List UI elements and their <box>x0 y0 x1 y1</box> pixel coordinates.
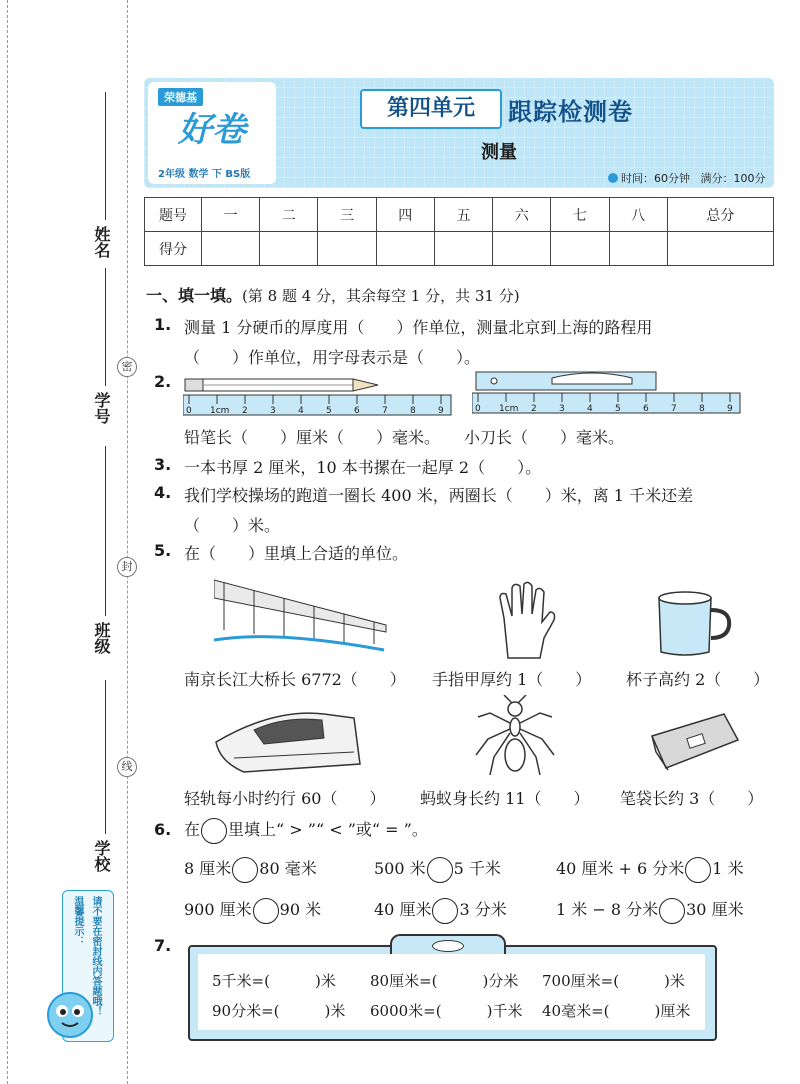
knife-and-ruler-icon <box>472 370 742 416</box>
ruler-label: 1cm <box>210 406 230 416</box>
unit-badge: 第四单元 <box>360 89 502 129</box>
q7-cell[interactable]: 5千米=( )米 <box>212 972 336 990</box>
table-cell: 题号 <box>145 198 202 232</box>
q6-prompt <box>184 817 428 844</box>
student-id-line[interactable] <box>105 268 106 386</box>
ruler-label: 6 <box>643 404 649 414</box>
time-label: 时间：60分钟 <box>621 172 690 185</box>
score-input-cell[interactable] <box>434 232 492 266</box>
mascot-icon <box>40 985 100 1045</box>
table-cell: 一 <box>202 198 260 232</box>
pencil-icon <box>183 375 383 395</box>
student-id-label: 学号 <box>92 392 111 424</box>
q5-text: 在（ ）里填上合适的单位。 <box>184 544 409 563</box>
name-label: 姓名 <box>92 226 111 258</box>
q7-cell[interactable]: 80厘米=( )分米 <box>370 972 519 990</box>
ruler-label: 2 <box>531 404 537 414</box>
q6-item <box>374 897 507 924</box>
reminder-text: 请不要在密封线内答题哦！ <box>90 896 101 1016</box>
ruler-label: 9 <box>727 404 733 414</box>
q7-cell[interactable]: 40毫米=( )厘米 <box>542 1002 691 1020</box>
reminder-title: 温馨提示： <box>72 896 83 946</box>
clock-icon <box>608 173 618 183</box>
table-cell: 三 <box>318 198 376 232</box>
ruler-label: 5 <box>326 406 332 416</box>
school-line[interactable] <box>105 680 106 834</box>
compare-circle-example <box>201 818 227 844</box>
q7-number: 7. <box>154 936 172 955</box>
q6-right: 1 米 <box>712 859 744 878</box>
score-input-cell[interactable] <box>376 232 434 266</box>
q6-right: 3 分米 <box>459 900 507 919</box>
ruler-label: 3 <box>559 404 565 414</box>
ruler-label: 3 <box>270 406 276 416</box>
school-label: 学校 <box>92 840 111 872</box>
q6-item <box>556 897 744 924</box>
ruler-label: 7 <box>382 406 388 416</box>
ant-icon <box>470 695 560 780</box>
outer-dashed-line <box>7 0 8 1084</box>
q6-prompt-post: 里填上“ > ”“ < ”或“ = ”。 <box>228 820 428 839</box>
q6-left: 900 厘米 <box>184 900 252 919</box>
score-input-cell[interactable] <box>609 232 667 266</box>
hand-icon <box>490 578 562 660</box>
q5-item-ant: 蚂蚁身长约 11（ ） <box>420 789 590 808</box>
score-input-cell[interactable] <box>667 232 773 266</box>
score-input-cell[interactable] <box>493 232 551 266</box>
class-label: 班级 <box>92 622 111 654</box>
score-input-cell[interactable] <box>551 232 609 266</box>
q6-right: 80 毫米 <box>259 859 317 878</box>
seal-char-xian: 线 <box>117 757 137 777</box>
ruler-label: 8 <box>410 406 416 416</box>
q5-item-cup: 杯子高约 2（ ） <box>626 670 770 689</box>
topic-title: 测量 <box>481 142 517 163</box>
q6-left: 40 厘米 <box>374 900 432 919</box>
ruler-label: 1cm <box>499 404 519 414</box>
ruler-label: 4 <box>587 404 593 414</box>
ruler-label: 2 <box>242 406 248 416</box>
compare-circle[interactable] <box>432 898 458 924</box>
q1-line1: 测量 1 分硬币的厚度用（ ）作单位，测量北京到上海的路程用 <box>184 318 653 337</box>
ruler-label: 0 <box>475 404 481 414</box>
class-line[interactable] <box>105 446 106 616</box>
seal-dashed-line <box>127 0 128 1084</box>
q6-prompt-pre: 在 <box>184 820 201 839</box>
q6-left: 500 米 <box>374 859 426 878</box>
score-table-header-row <box>145 198 774 232</box>
table-cell: 七 <box>551 198 609 232</box>
compare-circle[interactable] <box>659 898 685 924</box>
table-cell: 四 <box>376 198 434 232</box>
ruler-label: 7 <box>671 404 677 414</box>
compare-circle[interactable] <box>685 857 711 883</box>
edition-label: 2年级 数学 下 BS版 <box>158 169 251 180</box>
q6-left: 8 厘米 <box>184 859 232 878</box>
section-note: (第 8 题 4 分，其余每空 1 分，共 31 分) <box>242 287 520 305</box>
table-cell: 得分 <box>145 232 202 266</box>
section-heading: 一、填一填。 <box>146 286 243 305</box>
q1-number: 1. <box>154 315 172 334</box>
q7-panel-hole <box>432 940 464 952</box>
q1-line2: （ ）作单位，用字母表示是（ ）。 <box>184 348 481 367</box>
score-table <box>144 197 774 266</box>
q6-item <box>184 856 317 883</box>
bridge-icon <box>214 570 389 652</box>
compare-circle[interactable] <box>427 857 453 883</box>
cup-icon <box>655 588 735 658</box>
seal-char-mi: 密 <box>117 357 137 377</box>
q6-number: 6. <box>154 820 172 839</box>
q5-item-train: 轻轨每小时约行 60（ ） <box>184 789 386 808</box>
ruler-left <box>183 394 453 416</box>
table-cell: 六 <box>493 198 551 232</box>
ruler-label: 6 <box>354 406 360 416</box>
q7-cell[interactable]: 6000米=( )千米 <box>370 1002 523 1020</box>
q6-right: 90 米 <box>279 900 322 919</box>
q5-item-bridge: 南京长江大桥长 6772（ ） <box>184 670 406 689</box>
ruler-label: 0 <box>186 406 192 416</box>
q5-item-pencil-case: 笔袋长约 3（ ） <box>620 789 764 808</box>
section-title <box>146 283 520 306</box>
q6-item <box>374 856 501 883</box>
seal-char-feng: 封 <box>117 557 137 577</box>
q2-number: 2. <box>154 372 172 391</box>
table-cell: 二 <box>260 198 318 232</box>
q6-right: 5 千米 <box>453 859 501 878</box>
score-input-cell[interactable] <box>318 232 376 266</box>
name-line[interactable] <box>105 92 106 220</box>
score-total-label: 满分：100分 <box>700 172 766 185</box>
test-title: 跟踪检测卷 <box>508 98 633 126</box>
pencil-case-icon <box>648 712 740 774</box>
q6-left: 40 厘米 + 6 分米 <box>556 859 685 878</box>
q5-item-fingernail: 手指甲厚约 1（ ） <box>432 670 592 689</box>
brand-tag: 荣德基 <box>158 88 203 106</box>
score-table-score-row <box>145 232 774 266</box>
ruler-label: 8 <box>699 404 705 414</box>
table-cell: 总分 <box>667 198 773 232</box>
table-cell: 五 <box>434 198 492 232</box>
compare-circle[interactable] <box>232 857 258 883</box>
q6-left: 1 米 − 8 分米 <box>556 900 659 919</box>
q7-cell[interactable]: 90分米=( )米 <box>212 1002 346 1020</box>
score-input-cell[interactable] <box>202 232 260 266</box>
q2-text: 铅笔长（ ）厘米（ ）毫米。 小刀长（ ）毫米。 <box>184 428 625 447</box>
q7-cell[interactable]: 700厘米=( )米 <box>542 972 685 990</box>
ruler-label: 9 <box>438 406 444 416</box>
q4-line2: （ ）米。 <box>184 516 281 535</box>
q6-right: 30 厘米 <box>686 900 744 919</box>
q4-line1: 我们学校操场的跑道一圈长 400 米，两圈长（ ）米，离 1 千米还差 <box>184 486 694 505</box>
compare-circle[interactable] <box>253 898 279 924</box>
q6-item <box>556 856 744 883</box>
q3-text: 一本书厚 2 厘米，10 本书摞在一起厚 2（ ）。 <box>184 458 542 477</box>
q3-number: 3. <box>154 455 172 474</box>
q6-item <box>184 897 321 924</box>
table-cell: 八 <box>609 198 667 232</box>
time-info <box>608 170 766 186</box>
train-icon <box>214 702 364 782</box>
ruler-label: 4 <box>298 406 304 416</box>
q5-number: 5. <box>154 541 172 560</box>
q4-number: 4. <box>154 483 172 502</box>
logo: 好卷 <box>178 110 246 150</box>
ruler-label: 5 <box>615 404 621 414</box>
score-input-cell[interactable] <box>260 232 318 266</box>
